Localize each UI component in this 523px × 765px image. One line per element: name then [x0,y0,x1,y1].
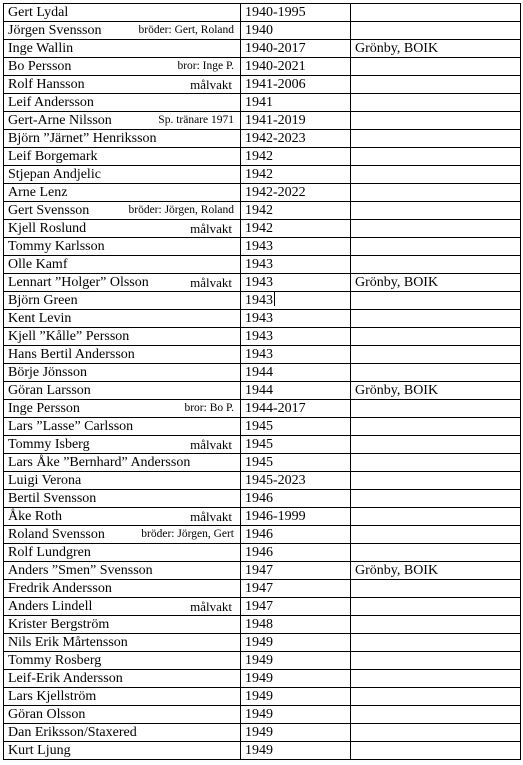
player-name-cell[interactable] [4,166,241,184]
table-row [4,472,521,490]
roster-body [4,4,521,760]
club-cell[interactable] [351,418,521,436]
years-cell[interactable] [241,130,351,148]
player-note: bröder: Jörgen, Gert [141,528,234,540]
player-years: 1949 [245,653,273,668]
table-row [4,58,521,76]
years-cell[interactable] [241,4,351,22]
table-row [4,418,521,436]
player-name-cell[interactable] [4,256,241,274]
player-name-cell[interactable] [4,688,241,706]
player-club: Grönby, BOIK [355,41,439,56]
table-row [4,346,521,364]
table-row [4,76,521,94]
player-club: Grönby, BOIK [355,383,439,398]
player-years: 1942 [245,149,273,164]
player-name-cell[interactable] [4,40,241,58]
player-years: 1946 [245,545,273,560]
club-cell[interactable] [351,688,521,706]
player-name: Hans Bertil Andersson [8,347,135,362]
player-note: bröder: Gert, Roland [138,24,234,36]
years-cell[interactable] [241,94,351,112]
table-row [4,292,521,310]
player-name: Fredrik Andersson [8,581,112,596]
club-cell[interactable] [351,166,521,184]
years-cell[interactable] [241,238,351,256]
player-years: 1942 [245,167,273,182]
player-name-cell[interactable] [4,220,241,238]
club-cell[interactable] [351,220,521,238]
player-years: 1942-2023 [245,131,306,146]
club-cell[interactable] [351,562,521,580]
player-name-cell[interactable] [4,580,241,598]
player-name: Anders Lindell [8,599,93,614]
document-page [3,3,521,760]
player-name-cell[interactable] [4,562,241,580]
player-years: 1945 [245,455,273,470]
player-name: Stjepan Andjelic [8,167,101,182]
player-name: Arne Lenz [8,185,68,200]
table-row [4,490,521,508]
years-cell[interactable] [241,742,351,760]
club-cell[interactable] [351,202,521,220]
player-name-cell[interactable] [4,382,241,400]
player-name-cell[interactable] [4,418,241,436]
years-cell[interactable] [241,328,351,346]
table-row [4,202,521,220]
player-name-cell[interactable] [4,598,241,616]
player-years: 1944-2017 [245,401,306,416]
player-name-cell[interactable] [4,670,241,688]
player-name: Lennart ”Holger” Olsson [8,275,149,290]
player-name-cell[interactable] [4,436,241,454]
club-cell[interactable] [351,652,521,670]
player-name-cell[interactable] [4,724,241,742]
table-row [4,652,521,670]
player-name: Kjell Roslund [8,221,87,236]
table-row [4,616,521,634]
player-years: 1949 [245,707,273,722]
table-row [4,436,521,454]
player-name: Gert Lydal [8,5,69,20]
player-years: 1945 [245,437,273,452]
player-note: målvakt [190,509,232,524]
years-cell[interactable] [241,724,351,742]
years-cell[interactable] [241,112,351,130]
player-name: Bertil Svensson [8,491,97,506]
player-note: målvakt [190,599,232,614]
player-years: 1949 [245,671,273,686]
player-name: Gert Svensson [8,203,90,218]
table-row [4,670,521,688]
club-cell[interactable] [351,382,521,400]
table-row [4,562,521,580]
player-years: 1940 [245,23,273,38]
player-name-cell[interactable] [4,472,241,490]
years-cell[interactable] [241,364,351,382]
table-row [4,256,521,274]
years-cell[interactable] [241,688,351,706]
player-name-cell[interactable] [4,292,241,310]
player-name-cell[interactable] [4,76,241,94]
player-name: Lars Kjellström [8,689,97,704]
club-cell[interactable] [351,634,521,652]
player-years: 1946-1999 [245,509,306,524]
player-note: målvakt [190,437,232,452]
years-cell[interactable] [241,436,351,454]
table-row [4,328,521,346]
club-cell[interactable] [351,184,521,202]
years-cell[interactable] [241,526,351,544]
player-name: Inge Persson [8,401,80,416]
player-name: Kjell ”Kålle” Persson [8,329,130,344]
player-years: 1946 [245,527,273,542]
player-years: 1943 [245,329,273,344]
years-cell[interactable] [241,490,351,508]
club-cell[interactable] [351,328,521,346]
player-name-cell[interactable] [4,364,241,382]
club-cell[interactable] [351,148,521,166]
player-years: 1949 [245,635,273,650]
player-name: Tommy Rosberg [8,653,102,668]
club-cell[interactable] [351,94,521,112]
years-cell[interactable] [241,418,351,436]
player-name-cell[interactable] [4,634,241,652]
years-cell[interactable] [241,76,351,94]
player-name: Göran Olsson [8,707,86,722]
club-cell[interactable] [351,112,521,130]
player-name-cell[interactable] [4,184,241,202]
player-name-cell[interactable] [4,112,241,130]
club-cell[interactable] [351,436,521,454]
club-cell[interactable] [351,364,521,382]
player-years: 1940-2017 [245,41,306,56]
player-years: 1945 [245,419,273,434]
player-name-cell[interactable] [4,706,241,724]
club-cell[interactable] [351,508,521,526]
club-cell[interactable] [351,346,521,364]
years-cell[interactable] [241,580,351,598]
club-cell[interactable] [351,598,521,616]
player-name-cell[interactable] [4,94,241,112]
table-row [4,220,521,238]
years-cell[interactable] [241,310,351,328]
player-name-cell[interactable] [4,328,241,346]
years-cell[interactable] [241,670,351,688]
player-name: Olle Kamf [8,257,68,272]
years-cell[interactable] [241,274,351,292]
player-name: Roland Svensson [8,527,105,542]
player-name-cell[interactable] [4,526,241,544]
player-name: Rolf Lundgren [8,545,91,560]
club-cell[interactable] [351,130,521,148]
player-years: 1940-2021 [245,59,306,74]
player-years: 1947 [245,563,273,578]
table-row [4,310,521,328]
player-years: 1942 [245,203,273,218]
player-name: Björn ”Järnet” Henriksson [8,131,157,146]
years-cell[interactable] [241,184,351,202]
table-row [4,688,521,706]
player-name: Leif-Erik Andersson [8,671,123,686]
player-name: Krister Bergström [8,617,110,632]
player-years: 1947 [245,581,273,596]
player-years: 1948 [245,617,273,632]
table-row [4,544,521,562]
club-cell[interactable] [351,238,521,256]
player-name-cell[interactable] [4,400,241,418]
table-row [4,112,521,130]
player-name: Börje Jönsson [8,365,87,380]
player-years: 1949 [245,689,273,704]
club-cell[interactable] [351,76,521,94]
club-cell[interactable] [351,58,521,76]
player-note: bröder: Jörgen, Roland [128,204,234,216]
player-name-cell[interactable] [4,652,241,670]
club-cell[interactable] [351,292,521,310]
club-cell[interactable] [351,616,521,634]
player-note: Sp. tränare 1971 [158,114,234,126]
table-row [4,454,521,472]
player-name: Luigi Verona [8,473,82,488]
player-name-cell[interactable] [4,274,241,292]
years-cell[interactable] [241,40,351,58]
club-cell[interactable] [351,454,521,472]
club-cell[interactable] [351,526,521,544]
player-name: Nils Erik Mårtensson [8,635,128,650]
player-years: 1941-2006 [245,77,306,92]
club-cell[interactable] [351,724,521,742]
player-club: Grönby, BOIK [355,275,439,290]
player-years: 1943 [245,275,273,290]
player-name-cell[interactable] [4,22,241,40]
player-note: bror: Inge P. [177,60,234,72]
player-years: 1943 [245,293,273,308]
years-cell[interactable] [241,634,351,652]
table-row [4,22,521,40]
player-roster-table [3,3,521,760]
table-row [4,508,521,526]
years-cell[interactable] [241,58,351,76]
player-years: 1947 [245,599,273,614]
player-name-cell[interactable] [4,58,241,76]
player-name-cell[interactable] [4,454,241,472]
years-cell[interactable] [241,616,351,634]
player-years: 1941-2019 [245,113,306,128]
years-cell[interactable] [241,598,351,616]
player-name: Gert-Arne Nilsson [8,113,112,128]
table-row [4,166,521,184]
table-row [4,94,521,112]
table-row [4,184,521,202]
player-years: 1944 [245,365,273,380]
table-row [4,4,521,22]
player-name: Lars Åke ”Bernhard” Andersson [8,455,191,470]
player-name: Jörgen Svensson [8,23,102,38]
years-cell[interactable] [241,256,351,274]
table-row [4,580,521,598]
player-name: Tommy Isberg [8,437,90,452]
player-note: bror: Bo P. [184,402,234,414]
player-name: Tommy Karlsson [8,239,105,254]
player-years: 1942 [245,221,273,236]
player-name: Inge Wallin [8,41,74,56]
player-years: 1945-2023 [245,473,306,488]
club-cell[interactable] [351,274,521,292]
table-row [4,364,521,382]
player-name-cell[interactable] [4,310,241,328]
player-name: Leif Borgemark [8,149,98,164]
player-name: Leif Andersson [8,95,94,110]
years-cell[interactable] [241,382,351,400]
table-row [4,742,521,760]
player-name: Kurt Ljung [8,743,71,758]
club-cell[interactable] [351,580,521,598]
player-name-cell[interactable] [4,490,241,508]
club-cell[interactable] [351,400,521,418]
club-cell[interactable] [351,472,521,490]
club-cell[interactable] [351,544,521,562]
table-row [4,706,521,724]
player-name-cell[interactable] [4,616,241,634]
years-cell[interactable] [241,292,351,310]
table-row [4,148,521,166]
years-cell[interactable] [241,562,351,580]
player-name: Anders ”Smen” Svensson [8,563,153,578]
club-cell[interactable] [351,490,521,508]
table-row [4,382,521,400]
years-cell[interactable] [241,346,351,364]
club-cell[interactable] [351,256,521,274]
player-note: målvakt [190,221,232,236]
player-years: 1941 [245,95,273,110]
table-row [4,634,521,652]
club-cell[interactable] [351,40,521,58]
years-cell[interactable] [241,454,351,472]
table-row [4,40,521,58]
table-row [4,724,521,742]
player-years: 1940-1995 [245,5,306,20]
player-name: Lars ”Lasse” Carlsson [8,419,134,434]
table-row [4,598,521,616]
player-years: 1943 [245,347,273,362]
player-name: Kent Levin [8,311,72,326]
player-name-cell[interactable] [4,148,241,166]
table-row [4,238,521,256]
player-years: 1943 [245,311,273,326]
years-cell[interactable] [241,544,351,562]
player-name-cell[interactable] [4,346,241,364]
text-cursor [274,292,275,306]
table-row [4,400,521,418]
club-cell[interactable] [351,670,521,688]
player-name: Bo Persson [8,59,72,74]
years-cell[interactable] [241,400,351,418]
player-name-cell[interactable] [4,202,241,220]
player-note: målvakt [190,77,232,92]
player-name: Göran Larsson [8,383,91,398]
player-name: Dan Eriksson/Staxered [8,725,137,740]
years-cell[interactable] [241,472,351,490]
club-cell[interactable] [351,310,521,328]
player-name: Björn Green [8,293,78,308]
club-cell[interactable] [351,706,521,724]
club-cell[interactable] [351,22,521,40]
player-name-cell[interactable] [4,238,241,256]
years-cell[interactable] [241,508,351,526]
player-years: 1946 [245,491,273,506]
player-note: målvakt [190,275,232,290]
years-cell[interactable] [241,148,351,166]
player-name-cell[interactable] [4,742,241,760]
player-years: 1944 [245,383,273,398]
player-years: 1949 [245,725,273,740]
years-cell[interactable] [241,202,351,220]
player-years: 1949 [245,743,273,758]
player-years: 1942-2022 [245,185,306,200]
table-row [4,130,521,148]
player-name-cell[interactable] [4,130,241,148]
player-years: 1943 [245,257,273,272]
player-name: Åke Roth [8,509,63,524]
years-cell[interactable] [241,22,351,40]
player-name-cell[interactable] [4,544,241,562]
table-row [4,274,521,292]
table-row [4,526,521,544]
player-name-cell[interactable] [4,508,241,526]
club-cell[interactable] [351,742,521,760]
player-club: Grönby, BOIK [355,563,439,578]
years-cell[interactable] [241,706,351,724]
years-cell[interactable] [241,220,351,238]
player-years: 1943 [245,239,273,254]
club-cell[interactable] [351,4,521,22]
years-cell[interactable] [241,652,351,670]
years-cell[interactable] [241,166,351,184]
player-name-cell[interactable] [4,4,241,22]
player-name: Rolf Hansson [8,77,85,92]
